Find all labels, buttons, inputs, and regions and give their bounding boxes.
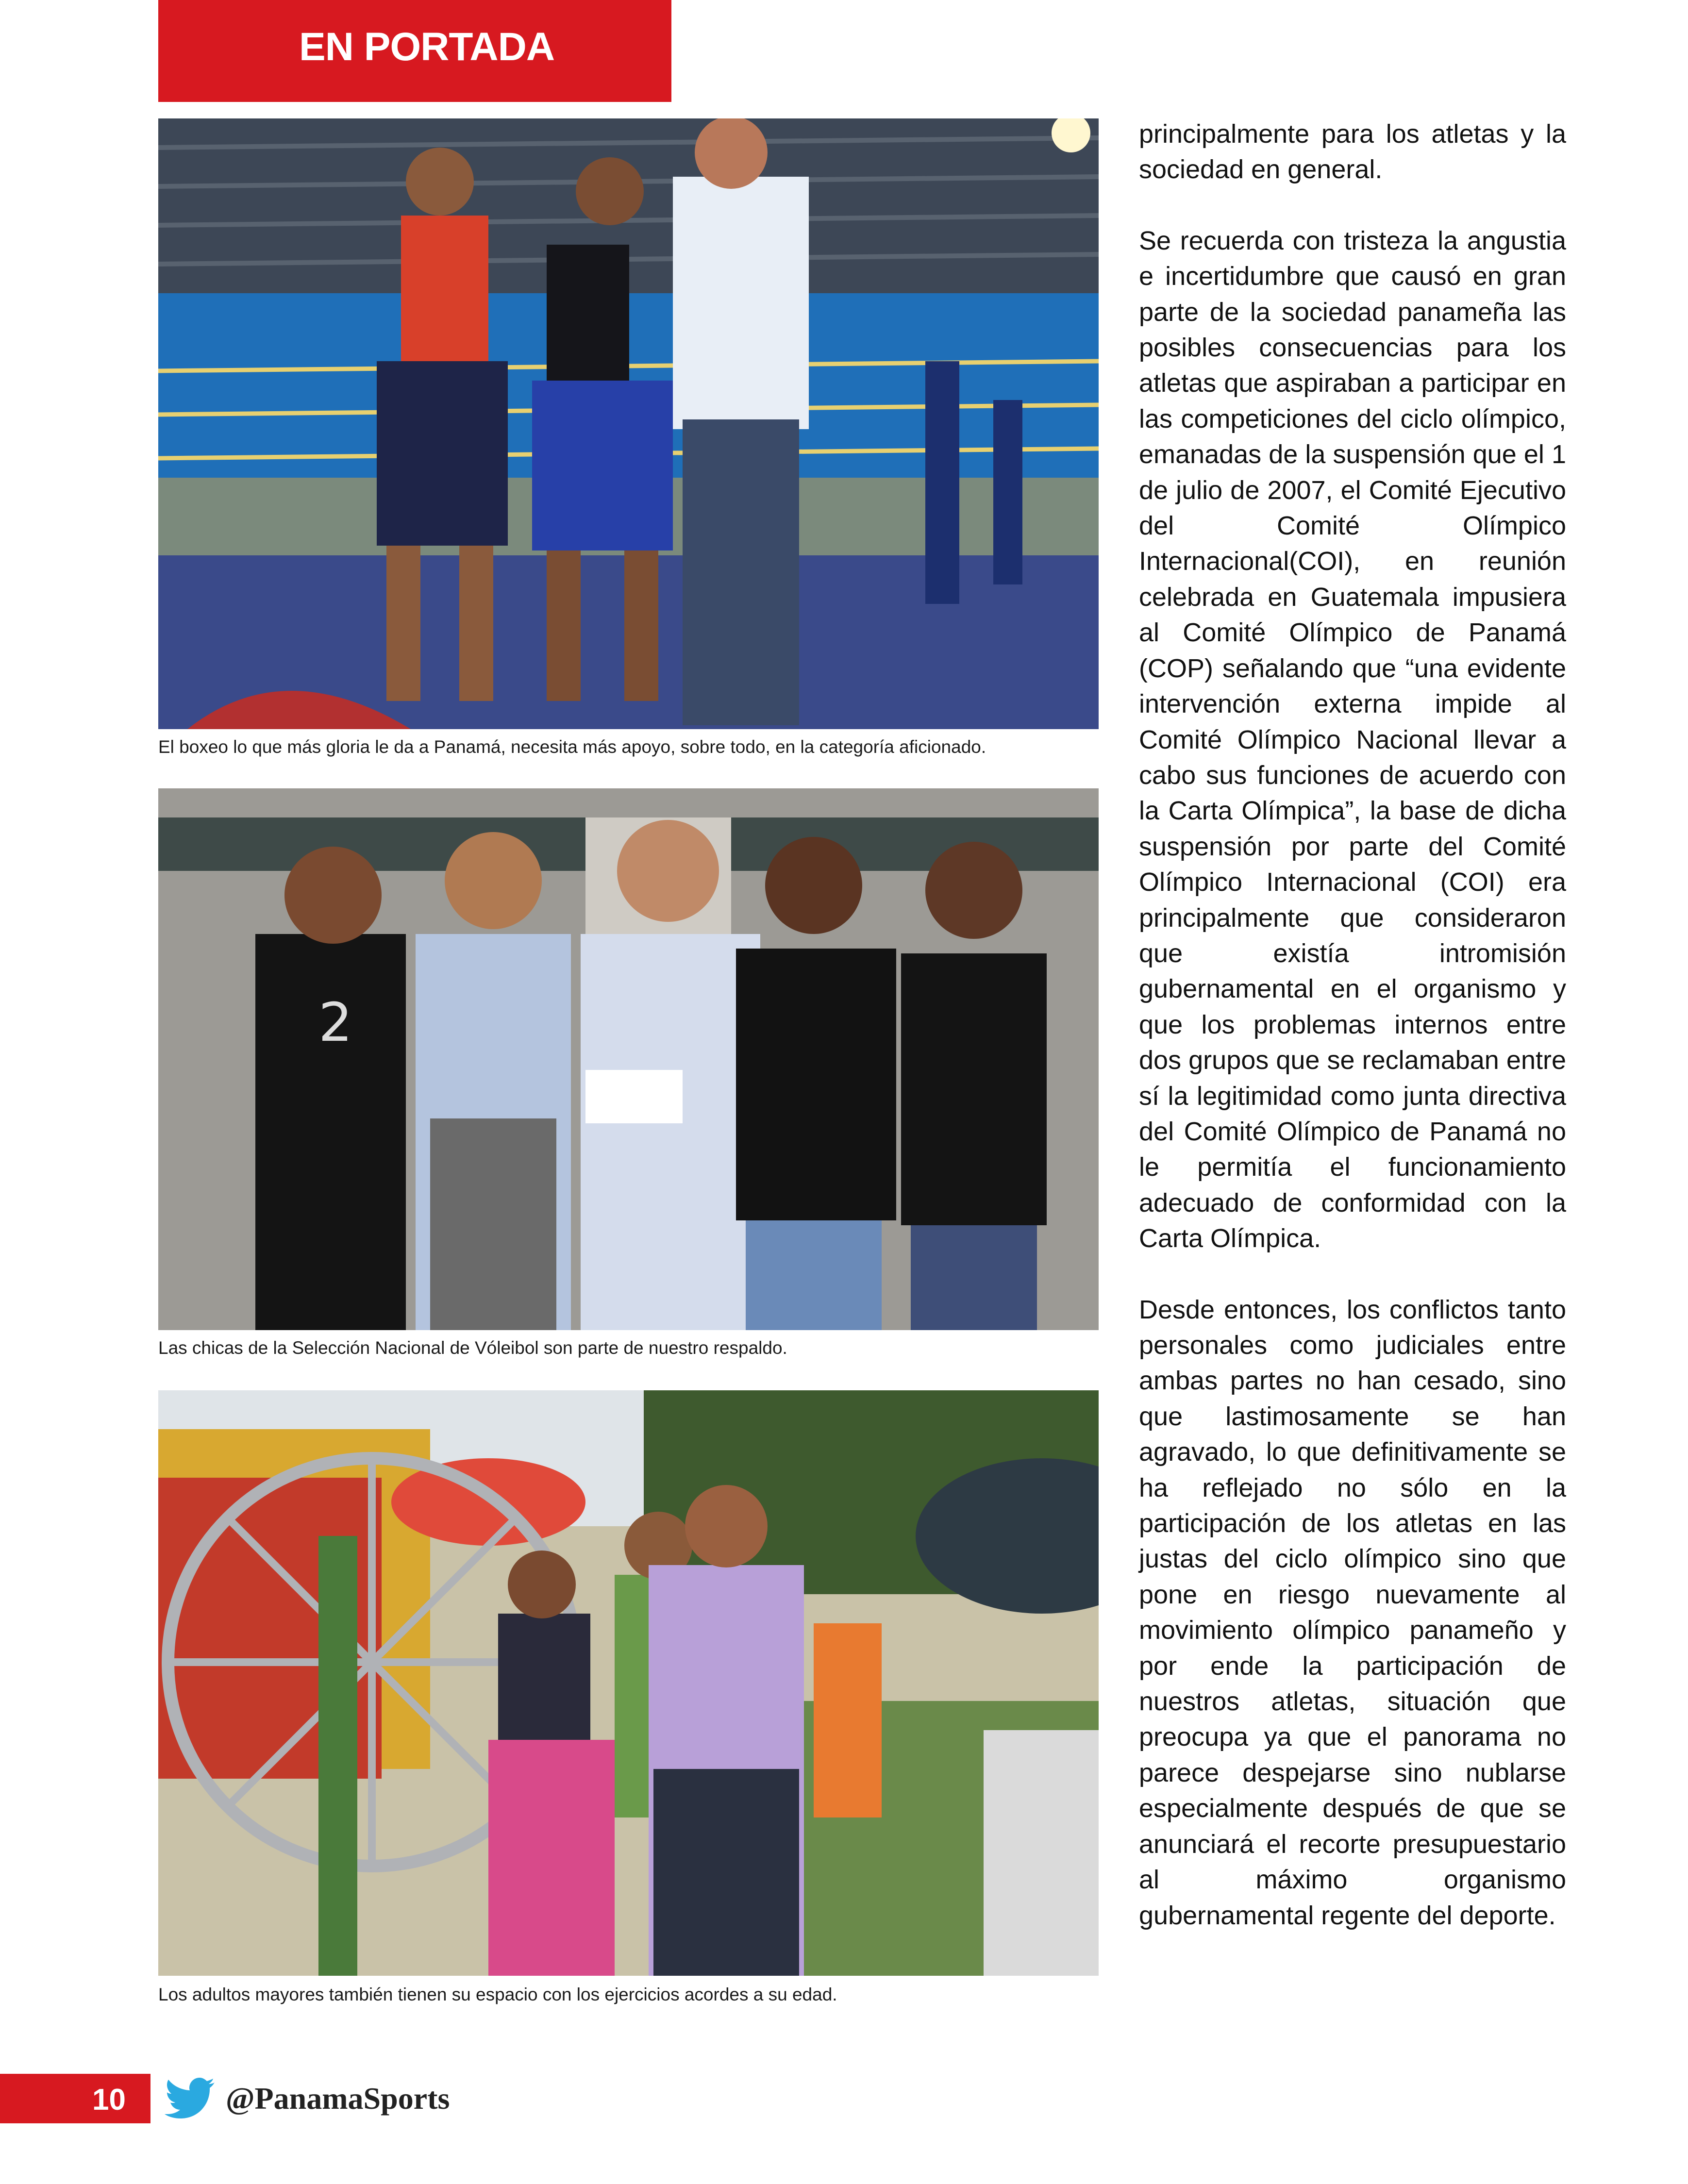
svg-text:2: 2 [318,991,352,1053]
page-number-tab [0,2074,150,2123]
twitter-handle[interactable]: @PanamaSports [226,2081,450,2116]
photo-caption-boxing: El boxeo lo que más gloria le da a Panamá, necesita más apoyo, sobre todo, en la categoría aficionado. [158,737,986,757]
section-header-bar [158,0,671,102]
page-number: 10 [92,2083,126,2117]
article-paragraph: Desde entonces, los conflictos tanto personales como judiciales entre ambas partes no han cesado, sino que lastimosamente se han agravado, lo que definitivamente se ha reflejado no sólo en la participación de los atletas en las justas del ciclo olímpico sino que pone en riesgo nuevamente al movimiento olímpico panameño y por ende la participación de nuestros atletas, situación que preocupa ya que el panorama no parece despejarse sino nublarse especialmente después de que se anunciará el recorte presupuestario al máximo organismo gubernamental regente del deporte. [1139,1295,1566,1930]
volleyball-team-photo [158,788,1099,1330]
section-label: EN PORTADA [299,25,555,69]
article-paragraph: Se recuerda con tristeza la angustia e incertidumbre que causó en gran parte de la sociedad panameña las posibles consecuencias para los atletas que aspiraban a participar en las competiciones del ciclo olímpico, emanadas de la suspensión que el 1 de julio de 2007, el Comité Ejecutivo del Comité Olímpico Internacional(COI), en reunión celebrada en Guatemala impusiera al Comité Olímpico de Panamá (COP) señalando que “una evidente intervención externa impide al Comité Olímpico Nacional llevar a cabo sus funciones de acuerdo con la Carta Olímpica”, la base de dicha suspensión por parte del Comité Olímpico Internacional (COI) era principalmente que consideraron que existía intromisión gubernamental en el organismo y que los problemas internos entre dos grupos que se reclamaban entre sí la legitimidad como junta directiva del Comité Olímpico de Panamá no le permitía el funcionamiento adecuado de conformidad con la Carta Olímpica. [1139,226,1566,1253]
boxing-photo [158,118,1099,729]
twitter-bird-icon [160,2074,218,2123]
photo-caption-volleyball: Las chicas de la Selección Nacional de Vóleibol son parte de nuestro respaldo. [158,1338,787,1358]
article-paragraph: principalmente para los atletas y la sociedad en general. [1139,119,1566,184]
photo-caption-seniors: Los adultos mayores también tienen su espacio con los ejercicios acordes a su edad. [158,1984,837,2004]
exercise-park-photo [158,1390,1099,1976]
article-body [1139,117,1566,1969]
